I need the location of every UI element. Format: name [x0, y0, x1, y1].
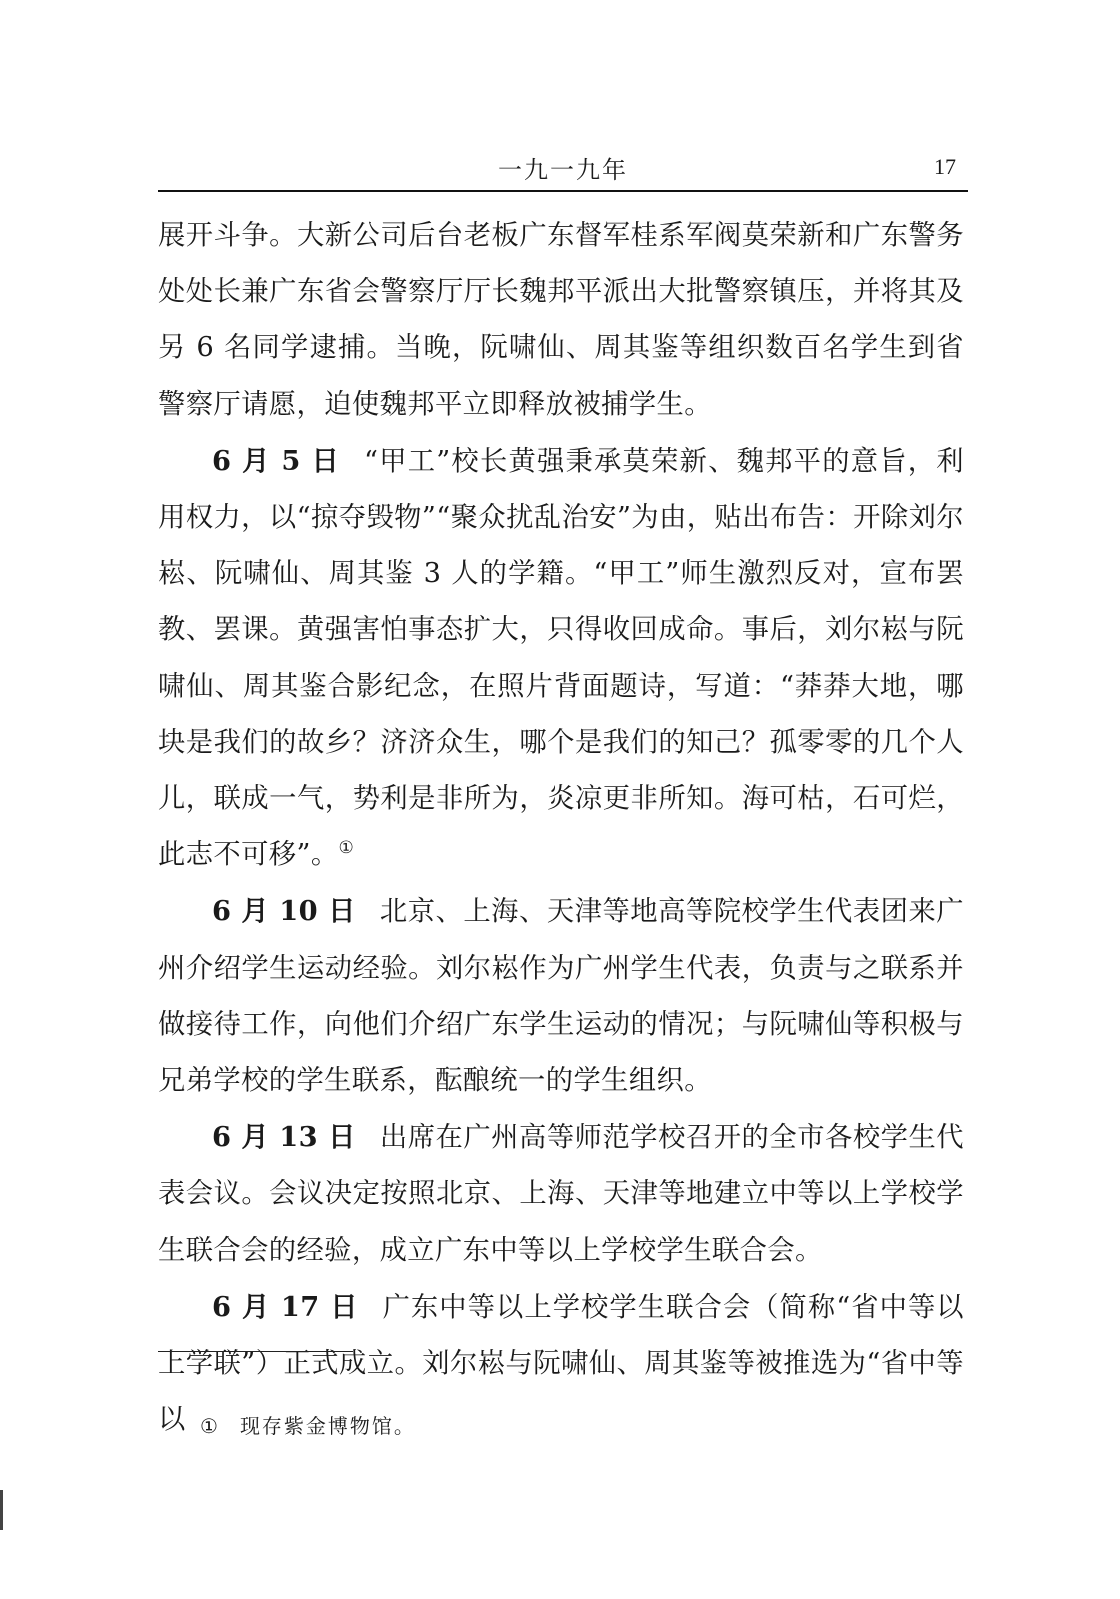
- entry-june-13: [158, 1109, 964, 1279]
- entry-june-5: [158, 433, 964, 884]
- footnote-text: 现存紫金博物馆。: [239, 1414, 416, 1438]
- body-text: [158, 208, 964, 1448]
- footnote-rule: [158, 1351, 353, 1352]
- header-rule: [158, 190, 968, 192]
- entry-text: 广东中等以上学校学生联合会（简称“省中等以上学联”）正式成立。刘尔崧与阮啸仙、周其鉴等被推选为“省中等以: [158, 1291, 964, 1436]
- running-header: [158, 150, 968, 190]
- entry-date: 6 月 17 日: [212, 1290, 359, 1323]
- entry-text: 北京、上海、天津等地高等院校学生代表团来广州介绍学生运动经验。刘尔崧作为广州学生代表，负责与之联系并做接待工作，向他们介绍广东学生运动的情况；与阮啸仙等积极与兄弟学校的学生联系，酝酿统一的学生组织。: [158, 896, 964, 1097]
- scan-edge-mark: [0, 1490, 3, 1530]
- footnote-mark: ①: [200, 1414, 220, 1438]
- entry-text: 出席在广州高等师范学校召开的全市各校学生代表会议。会议决定按照北京、上海、天津等地建立中等以上学校学生联合会的经验，成立广东中等以上学校学生联合会。: [158, 1122, 964, 1266]
- header-title: 一九一九年: [498, 156, 628, 184]
- footnote: [200, 1410, 416, 1439]
- entry-date: 6 月 10 日: [212, 895, 356, 928]
- paragraph-text: 展开斗争。大新公司后台老板广东督军桂系军阀莫荣新和广东警务处处长兼广东省会警察厅厅长魏邦平派出大批警察镇压，并将其及另 6 名同学逮捕。当晚，阮啸仙、周其鉴等组织数百名学生到省警察厅请愿，迫使魏邦平立即释放被捕学生。: [158, 220, 964, 420]
- entry-june-10: [158, 883, 964, 1109]
- footnote-reference: ①: [338, 838, 355, 859]
- entry-date: 6 月 5 日: [212, 444, 341, 477]
- entry-text: “甲工”校长黄强秉承莫荣新、魏邦平的意旨，利用权力，以“掠夺毁物”“聚众扰乱治安”为由，贴出布告：开除刘尔崧、阮啸仙、周其鉴 3 人的学籍。“甲工”师生激烈反对，宣布罢教、罢课。黄强害怕事态扩大，只得收回成命。事后，刘尔崧与阮啸仙、周其鉴合影纪念，在照片背面题诗，写道：“莽莽大地，哪块是我们的故乡？济济众生，哪个是我们的知己？孤零零的几个人儿，联成一气，势利是非所为，炎凉更非所知。海可枯，石可烂，此志不可移”。: [158, 445, 964, 871]
- paragraph-continuation: [158, 208, 964, 433]
- entry-date: 6 月 13 日: [212, 1121, 356, 1154]
- page-number: 17: [934, 154, 956, 179]
